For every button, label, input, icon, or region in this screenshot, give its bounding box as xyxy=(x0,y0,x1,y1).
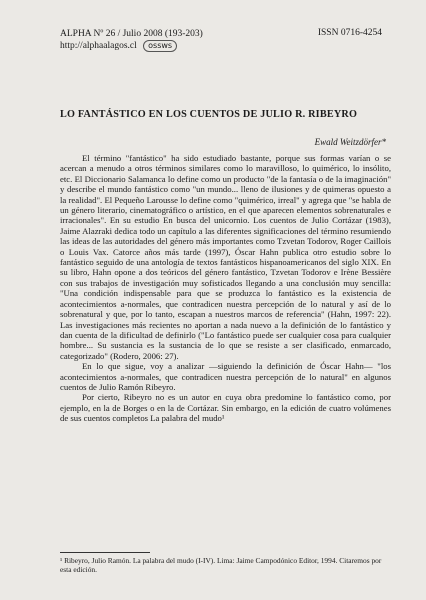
paragraph-2: En lo que sigue, voy a analizar —siguiendo la definición de Óscar Hahn— "los acontecimientos a-normales, que contradicen nuestra percepción de lo natural" en algunos cuentos de Julio Ramón Ribeyro. xyxy=(60,361,391,392)
footnote-rule xyxy=(60,552,150,553)
footnote: ¹ Ribeyro, Julio Ramón. La palabra del mudo (I-IV). Lima: Jaime Campodónico Editor, 1994. Citaremos por esta edición. xyxy=(60,556,382,574)
article-title: LO FANTÁSTICO EN LOS CUENTOS DE JULIO R. RIBEYRO xyxy=(60,109,358,120)
journal-url[interactable]: http://alphaalagos.cl xyxy=(60,41,137,51)
issn: ISSN 0716-4254 xyxy=(317,28,382,38)
paragraph-3: Por cierto, Ribeyro no es un autor en cuya obra predomine lo fantástico como, por ejemplo, en la de Borges o en la de Cortázar. Sin embargo, en la edición de cuatro volúmenes de sus cuentos completos La palabra del mudo¹ xyxy=(60,392,391,424)
journal-url-line xyxy=(60,40,203,52)
journal-issue: ALPHA Nº 26 / Julio 2008 (193-203) xyxy=(60,29,203,39)
article-body xyxy=(60,153,391,424)
article-author: Ewald Weitzdörfer* xyxy=(314,137,386,147)
handwritten-stamp: ossws xyxy=(143,40,177,52)
journal-header xyxy=(60,28,203,52)
paragraph-1: El término "fantástico" ha sido estudiado bastante, porque sus formas varían o se acercan a menudo a otros términos similares como lo maravilloso, lo quimérico, lo insólito, etc. El Diccionario Salamanca lo define como un producto "de la fantasía o de la imaginación" y describe el mundo fantástico como "un mundo... lleno de ilusiones y de quimeras opuesto a la realidad". El Pequeño Larousse lo define como "quimérico, irreal" y agrega que "se habla de un género literario, cinematográfico o artístico, en el que aparecen elementos sobrenaturales e irracionales". En su estudio En busca del unicornio. Los cuentos de Julio Cortázar (1983), Jaime Alazraki dedica todo un capítulo a las diferentes significaciones del término resumiendo las ideas de las autoridades del género más importantes como Tzvetan Todorov, Roger Caillois o Louis Vax. Catorce años más tarde (1997), Óscar Hahn publica otro estudio sobre lo fantástico seguido de una antología de textos fantásticos hispanoamericanos del siglo XIX. En su libro, Hahn opone a dos teóricos del género fantástico, Tzvetan Todorov e Irène Bessière con sus trabajos de investigación muy sofisticados llegando a una conclusión muy sencilla: "Una condición indispensable para que se produzca lo fantástico es la existencia de acontecimientos a-normales, que contradicen nuestra percepción de lo natural y así de lo sobrenatural y que, por lo tanto, escapan a nuestros marcos de referencia" (Hahn, 1997: 22). Las investigaciones más recientes no aportan a nada nuevo a la definición de lo fantástico y dan cuenta de la dificultad de definirlo ("Lo fantástico puede ser cualquier cosa para cualquier hombre... Su sustancia es la sustancia de lo que se resiste a ser clasificado, enmarcado, categorizado" (Rodero, 2006: 27). xyxy=(60,153,391,361)
